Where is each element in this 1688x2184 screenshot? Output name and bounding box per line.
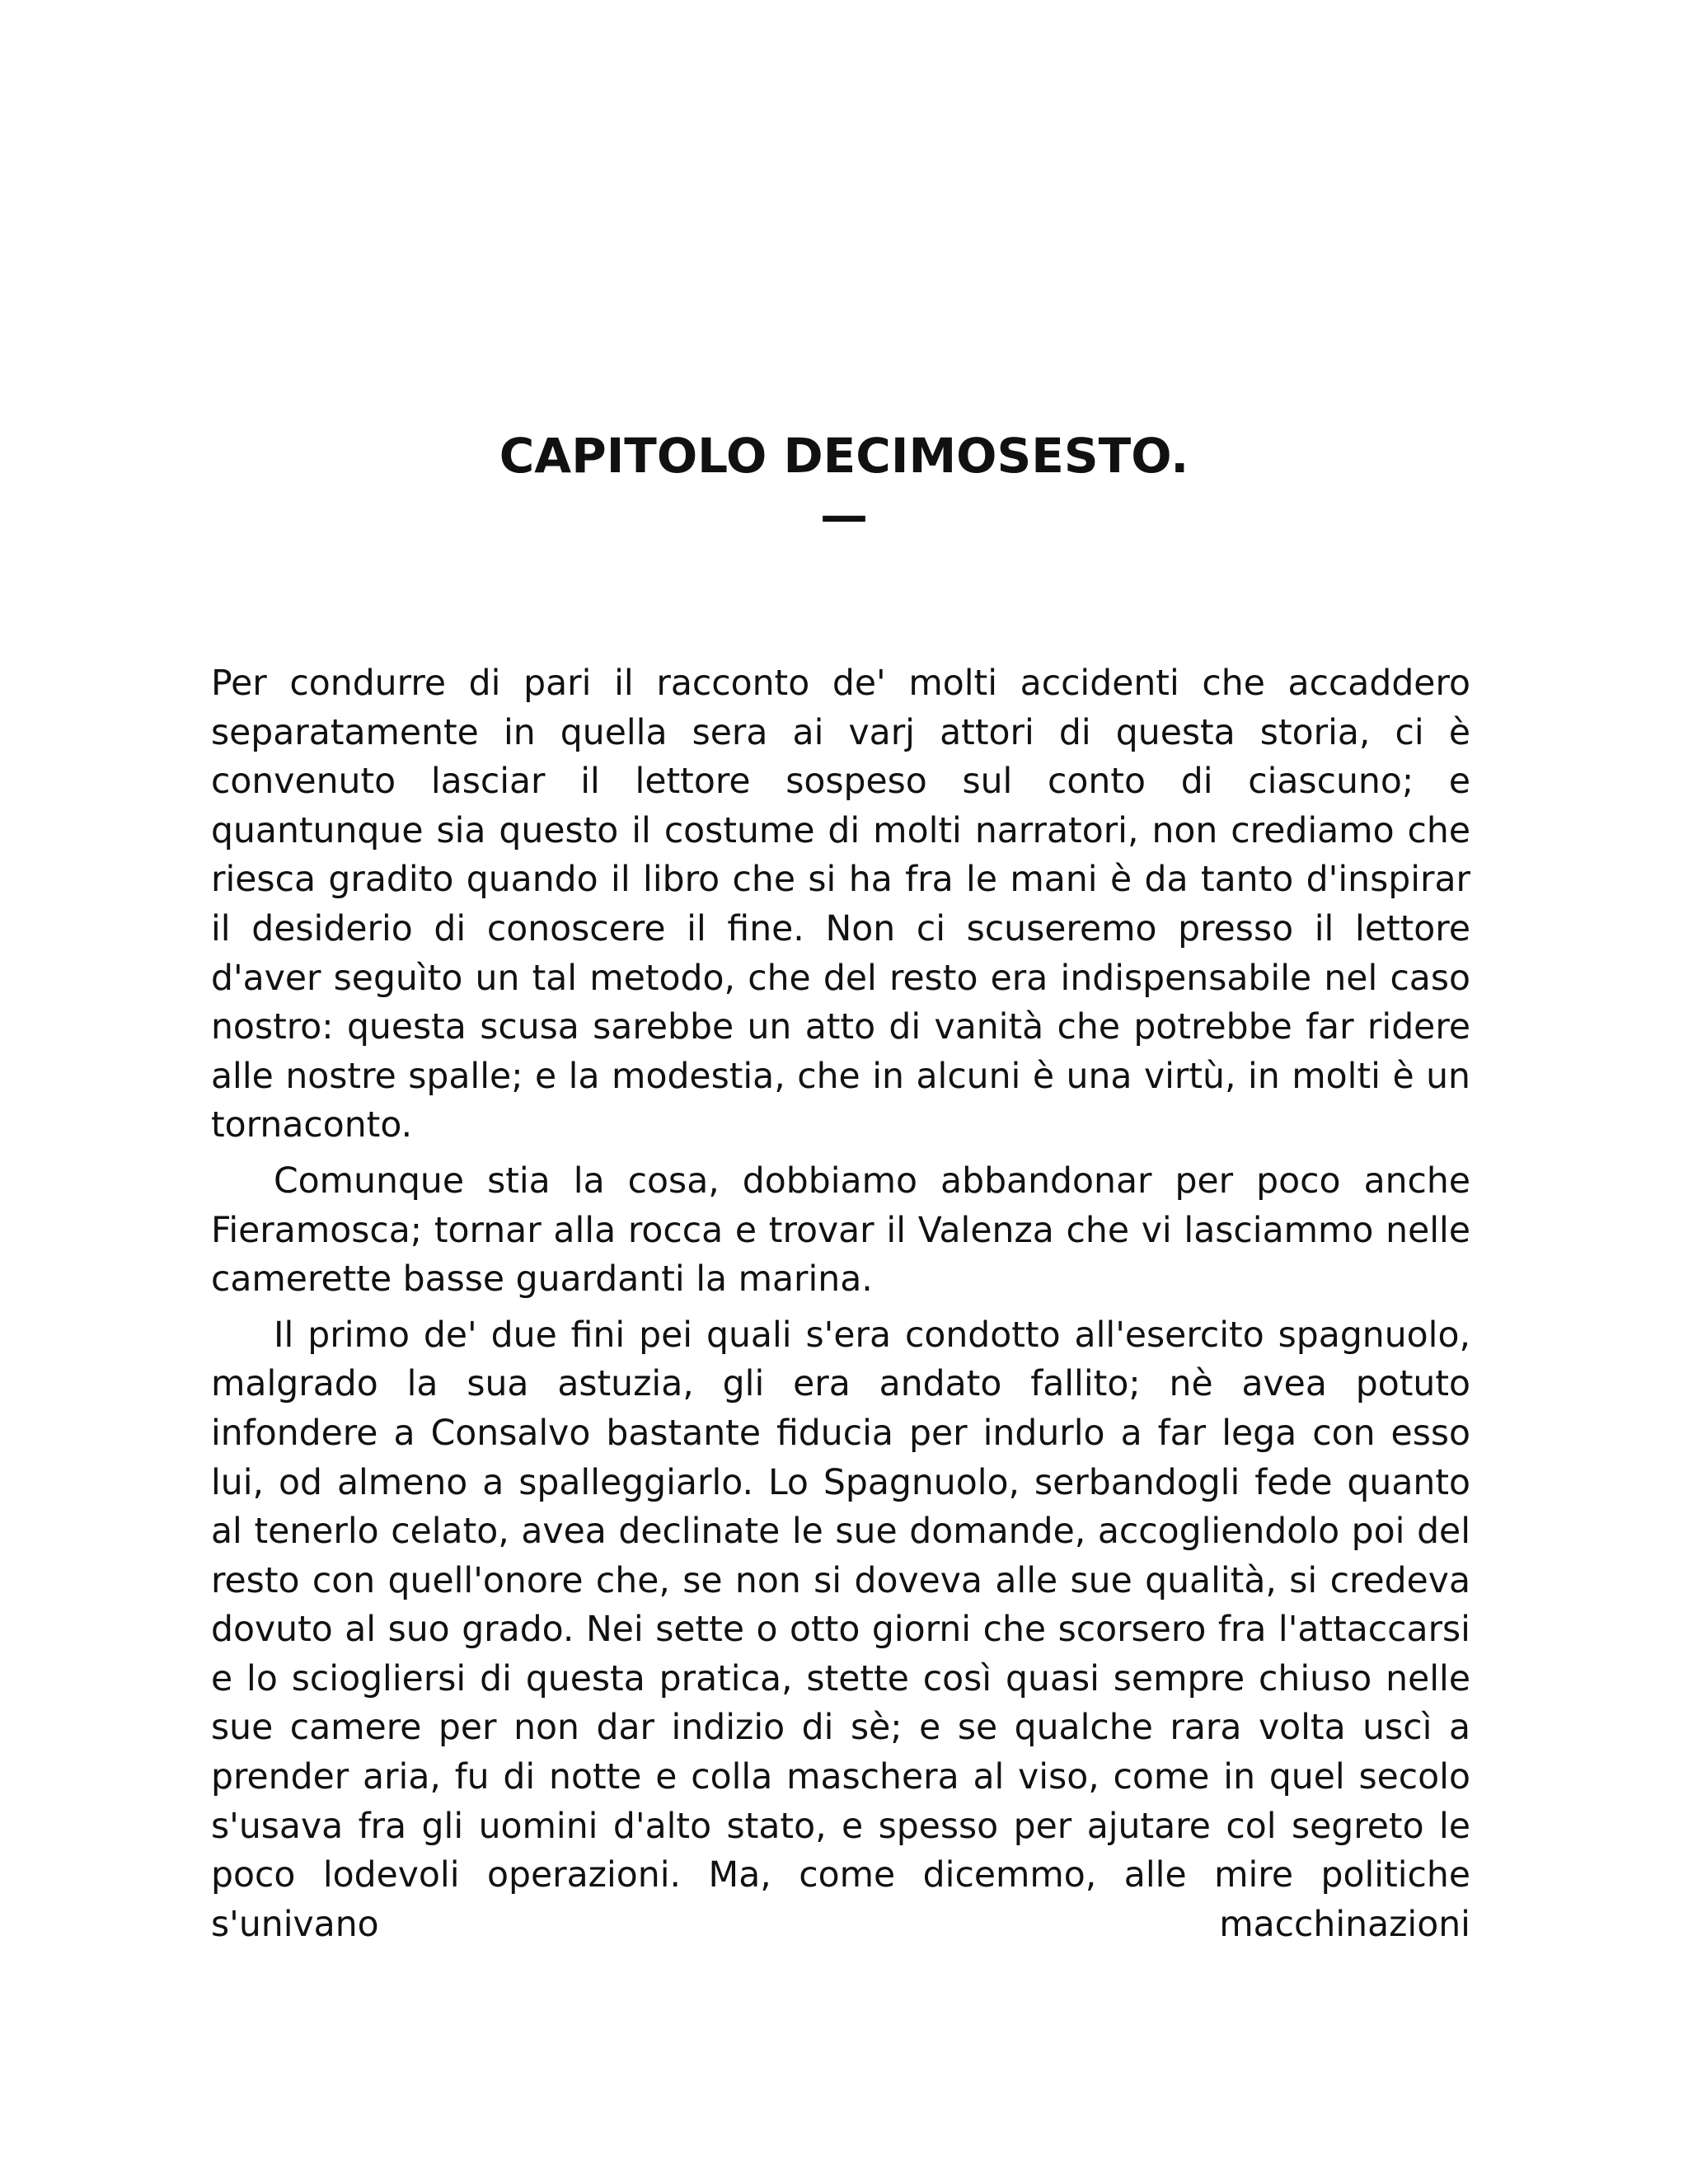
chapter-title: CAPITOLO DECIMOSESTO.: [499, 428, 1189, 484]
paragraph-3: Il primo de' due fini pei quali s'era condotto all'esercito spagnuolo, malgrado la sua astuzia, gli era andato fallito; nè avea potuto infondere a Consalvo bastante fiducia per indurlo a far lega con esso lui, od almeno a spalleggiarlo. Lo Spagnuolo, serbandogli fede quanto al tenerlo celato, avea declinate le sue domande, accogliendolo poi del resto con quell'onore che, se non si doveva alle sue qualità, si credeva dovuto al suo grado. Nei sette o otto giorni che scorsero fra l'attaccarsi e lo sciogliersi di questa pratica, stette così quasi sempre chiuso nelle sue camere per non dar indizio di sè; e se qualche rara volta uscì a prender aria, fu di notte e colla maschera al viso, come in quel secolo s'usava fra gli uomini d'alto stato, e spesso per ajutare col segreto le poco lodevoli operazioni. Ma, come dicemmo, alle mire politiche s'univano macchinazioni: [211, 1315, 1470, 1945]
title-dash: —: [820, 487, 868, 543]
paragraph-2: Comunque stia la cosa, dobbiamo abbandonar per poco anche Fieramosca; tornar alla rocca e trovar il Valenza che vi lasciammo nelle camerette basse guardanti la marina.: [211, 1160, 1470, 1301]
body-text: [211, 659, 1470, 1956]
paragraph-1: Per condurre di pari il racconto de' molti accidenti che accaddero separatamente in quella sera ai varj attori di questa storia, ci è convenuto lasciar il lettore sospeso sul conto di ciascuno; e quantunque sia questo il costume di molti narratori, non crediamo che riesca gradito quando il libro che si ha fra le mani è da tanto d'inspirar il desiderio di conoscere il fine. Non ci scuseremo presso il lettore d'aver seguìto un tal metodo, che del resto era indispensabile nel caso nostro: questa scusa sarebbe un atto di vanità che potrebbe far ridere alle nostre spalle; e la modestia, che in alcuni è una virtù, in molti è un tornaconto.: [211, 663, 1470, 1146]
